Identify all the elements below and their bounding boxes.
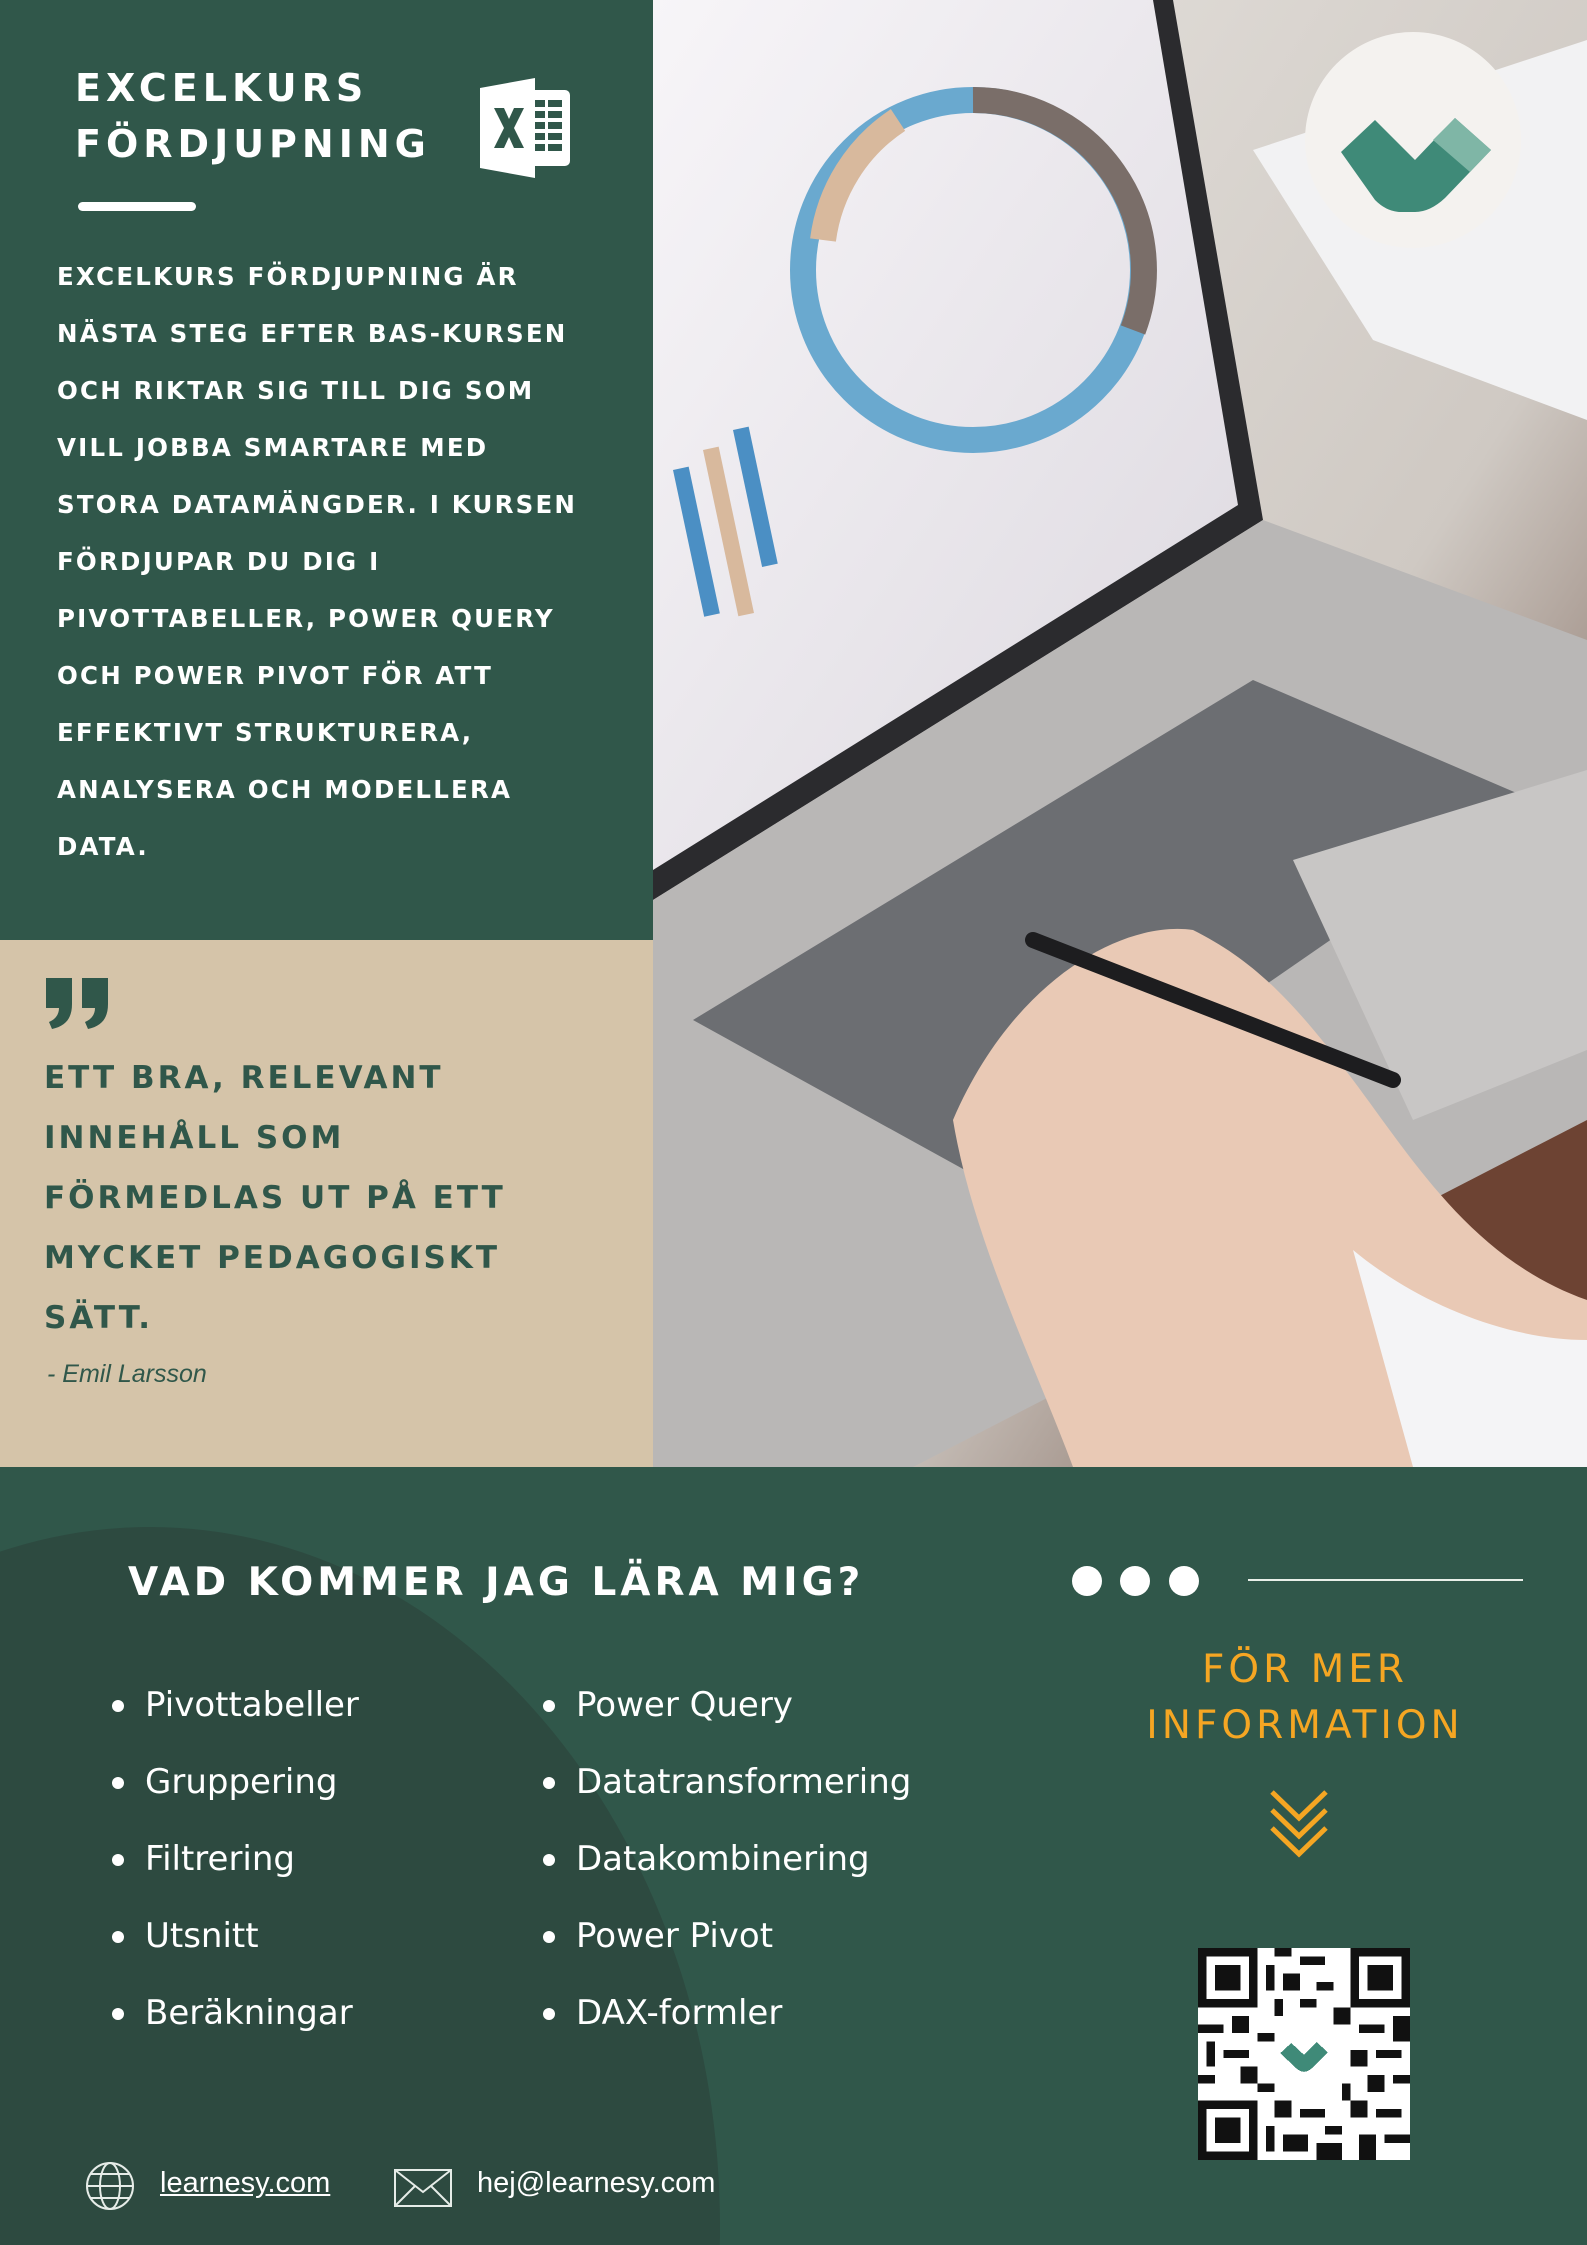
topics-list-left (112, 1670, 359, 2055)
checkmark-logo-icon (1305, 32, 1521, 248)
title-underline (78, 202, 196, 211)
list-item: Power Query (543, 1670, 911, 1747)
decor-dot (1120, 1566, 1150, 1596)
list-item: Datakombinering (543, 1824, 911, 1901)
decor-line (1248, 1579, 1523, 1581)
quote-icon (44, 976, 112, 1030)
more-info-heading: FÖR MER INFORMATION (1146, 1647, 1464, 1748)
list-item: Gruppering (112, 1747, 359, 1824)
list-item: Datatransformering (543, 1747, 911, 1824)
list-item: DAX-formler (543, 1978, 911, 2055)
quote-author: - Emil Larsson (47, 1360, 207, 1388)
page-title: EXCELKURS FÖRDJUPNING (75, 66, 431, 166)
mail-icon (393, 2168, 453, 2208)
decor-dot (1169, 1566, 1199, 1596)
quote-text: ETT BRA, RELEVANT INNEHÅLL SOM FÖRMEDLAS UT PÅ ETT MYCKET PEDAGOGISKT SÄTT. (44, 1060, 506, 1336)
list-item: Beräkningar (112, 1978, 359, 2055)
list-item: Utsnitt (112, 1901, 359, 1978)
list-item: Power Pivot (543, 1901, 911, 1978)
email-address[interactable]: hej@learnesy.com (477, 2167, 716, 2199)
section-title-learn: VAD KOMMER JAG LÄRA MIG? (128, 1560, 865, 1605)
topics-list-right (543, 1670, 911, 2055)
intro-text: EXCELKURS FÖRDJUPNING ÄR NÄSTA STEG EFTER BAS-KURSEN OCH RIKTAR SIG TILL DIG SOM VILL JOBBA SMARTARE MED STORA DATAMÄNGDER. I KURSEN FÖRDJUPAR DU DIG I PIVOTTABELLER, POWER QUERY OCH POWER PIVOT FÖR ATT EFFEKTIVT STRUKTURERA, ANALYSERA OCH MODELLERA DATA. (57, 262, 578, 861)
qr-code[interactable] (1198, 1948, 1410, 2160)
list-item: Pivottabeller (112, 1670, 359, 1747)
website-link[interactable]: learnesy.com (160, 2167, 331, 2199)
double-chevron-down-icon (1268, 1788, 1330, 1858)
logo-circle (1305, 32, 1521, 248)
list-item: Filtrering (112, 1824, 359, 1901)
decor-dot (1072, 1566, 1102, 1596)
excel-icon (480, 78, 580, 178)
globe-icon (84, 2160, 136, 2212)
